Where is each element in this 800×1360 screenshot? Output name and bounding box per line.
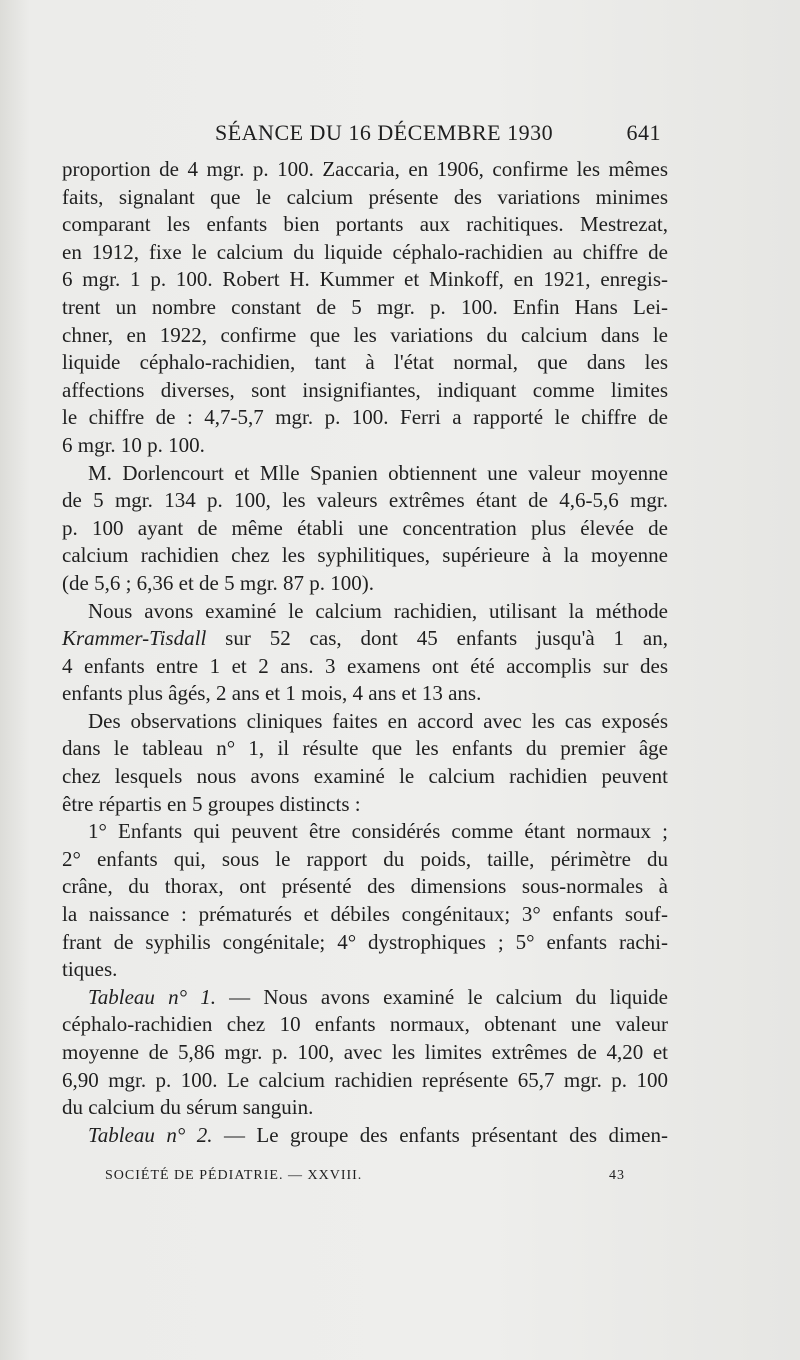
text-line: la naissance : prématurés et débiles congénitaux; 3° enfants souf- — [62, 902, 668, 927]
text-line: comparant les enfants bien portants aux rachitiques. Mestrezat, — [62, 212, 668, 237]
text-line: 6,90 mgr. p. 100. Le calcium rachidien représente 65,7 mgr. p. 100 — [62, 1067, 668, 1092]
text-line: dans le tableau n° 1, il résulte que les enfants du premier âge — [62, 736, 668, 761]
text-line: faits, signalant que le calcium présente des variations minimes — [62, 184, 668, 209]
text-line: enfants plus âgés, 2 ans et 1 mois, 4 ans et 13 ans. — [62, 681, 482, 706]
text-line: frant de syphilis congénitale; 4° dystrophiques ; 5° enfants rachi- — [62, 929, 668, 954]
text-line: moyenne de 5,86 mgr. p. 100, avec les limites extrêmes de 4,20 et — [62, 1040, 668, 1064]
paragraph-start: M. Dorlencourt et Mlle Spanien obtiennent une valeur moyenne — [88, 460, 668, 485]
text-line: de 5 mgr. 134 p. 100, les valeurs extrêmes étant de 4,6-5,6 mgr. — [62, 488, 668, 513]
tableau-1-label: Tableau n° 1. — [88, 984, 216, 1009]
text-fragment: sur 52 cas, dont 45 enfants jusqu'à 1 an, — [225, 626, 669, 651]
paragraph-start: 1° Enfants qui peuvent être considérés comme étant normaux ; — [88, 819, 668, 844]
text-line: céphalo-rachidien chez 10 enfants normaux, obtenant une valeur — [62, 1012, 668, 1037]
text-line: en 1912, fixe le calcium du liquide céphalo-rachidien au chiffre de — [62, 239, 668, 264]
signature-mark: 43 — [609, 1168, 625, 1183]
text-fragment: — Le groupe des enfants présentant des dimen- — [223, 1122, 669, 1147]
text-line: calcium rachidien chez les syphilitiques, supérieure à la moyenne — [62, 543, 668, 568]
text-line: 6 mgr. 1 p. 100. Robert H. Kummer et Minkoff, en 1921, enregis- — [62, 267, 668, 292]
text-line: du calcium du sérum sanguin. — [62, 1095, 314, 1120]
text-line: le chiffre de : 4,7-5,7 mgr. p. 100. Ferri a rapporté le chiffre de — [62, 405, 668, 430]
text-line: 2° enfants qui, sous le rapport du poids, taille, périmètre du — [62, 846, 668, 871]
text-line: trent un nombre constant de 5 mgr. p. 100. Enfin Hans Lei- — [62, 294, 668, 319]
journal-signature: SOCIÉTÉ DE PÉDIATRIE. — XXVIII. — [105, 1168, 363, 1183]
text-line: affections diverses, sont insignifiantes, indiquant comme limites — [62, 377, 668, 402]
text-line: chez lesquels nous avons examiné le calcium rachidien peuvent — [62, 764, 668, 789]
body-text — [62, 156, 668, 1149]
text-line: crâne, du thorax, ont présenté des dimensions sous-normales à — [62, 874, 668, 899]
tableau-2-paragraph — [62, 1122, 668, 1150]
tableau-1-paragraph — [62, 984, 668, 1012]
paragraph-start: Des observations cliniques faites en accord avec les cas exposés — [88, 708, 668, 733]
text-line: liquide céphalo-rachidien, tant à l'état normal, que dans les — [62, 350, 668, 375]
text-line: p. 100 ayant de même établi une concentration plus élevée de — [62, 515, 668, 540]
text-line: 4 enfants entre 1 et 2 ans. 3 examens ont été accomplis sur des — [62, 653, 668, 678]
text-line: proportion de 4 mgr. p. 100. Zaccaria, en 1906, confirme les mêmes — [62, 157, 668, 181]
text-line: être répartis en 5 groupes distincts : — [62, 791, 361, 816]
text-line: chner, en 1922, confirme que les variations du calcium dans le — [62, 322, 668, 347]
running-title: SÉANCE DU 16 DÉCEMBRE 1930 — [215, 120, 554, 145]
text-line: tiques. — [62, 957, 118, 982]
method-name: Krammer-Tisdall — [62, 626, 207, 651]
text-fragment: — Nous avons examiné le calcium du liquide — [229, 984, 668, 1009]
text-line-method — [62, 625, 668, 653]
paragraph-start: Nous avons examiné le calcium rachidien, utilisant la méthode — [88, 598, 668, 623]
tableau-2-label: Tableau n° 2. — [88, 1122, 213, 1147]
text-line: 6 mgr. 10 p. 100. — [62, 432, 205, 457]
text-line: (de 5,6 ; 6,36 et de 5 mgr. 87 p. 100). — [62, 570, 375, 595]
page-number: 641 — [626, 120, 661, 145]
